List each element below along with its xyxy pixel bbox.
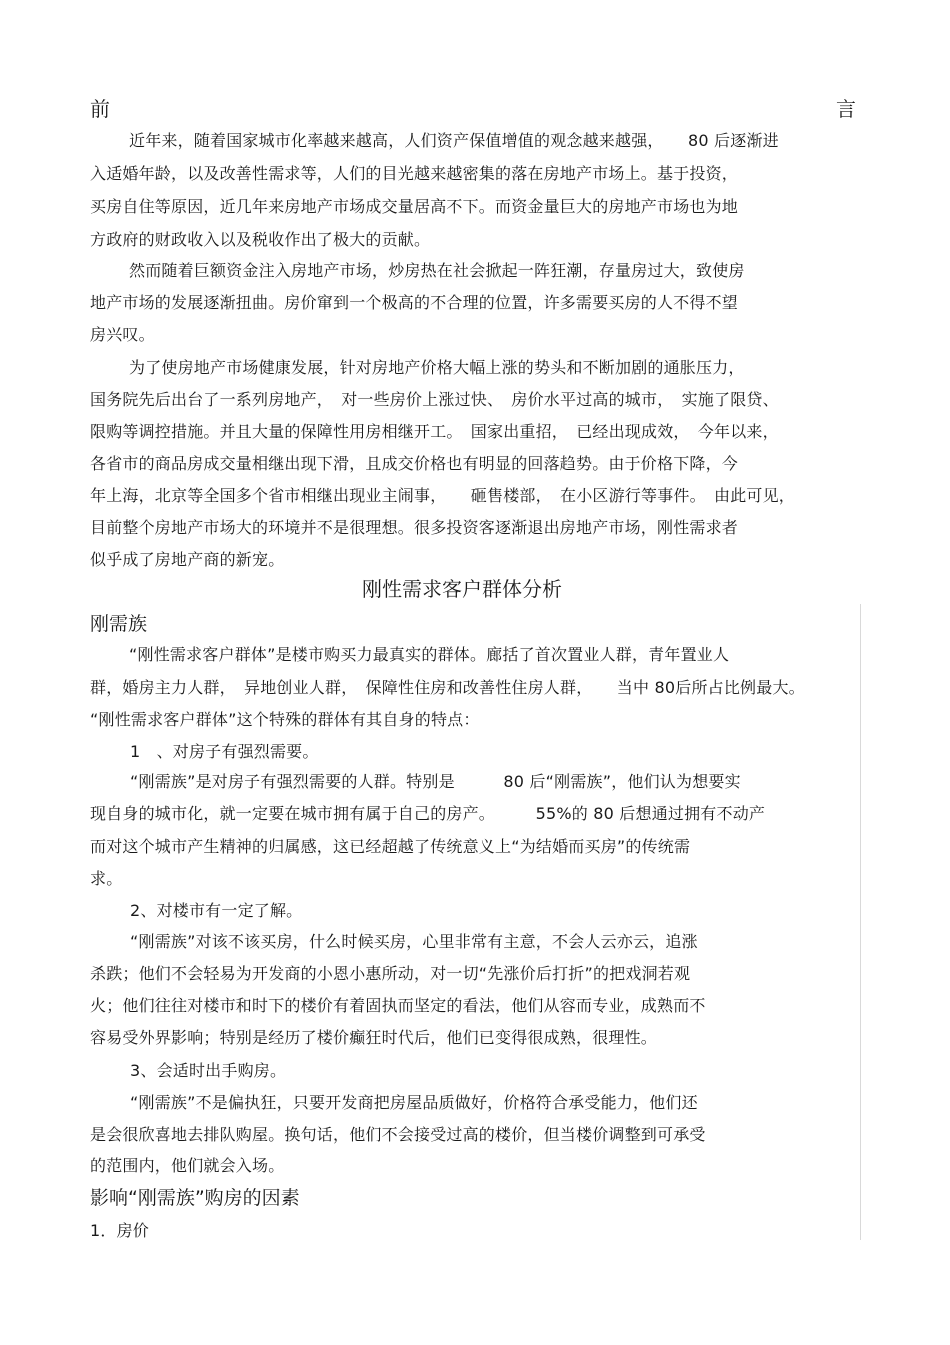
body-line: “刚性需求客户群体”是楼市购买力最真实的群体。廊括了首次置业人群，青年置业人 <box>129 645 730 664</box>
body-line: 1 、对房子有强烈需要。 <box>130 742 319 761</box>
preface-line: 年上海，北京等全国多个省市相继出现业主闹事， 砸售楼部， 在小区游行等事件。 由此可见， <box>90 486 796 505</box>
preface-line: 各省市的商品房成交量相继出现下滑，且成交价格也有明显的回落趋势。由于价格下降，今 <box>90 454 739 473</box>
body-line: 2、对楼市有一定了解。 <box>130 901 303 920</box>
preface-line: 房兴叹。 <box>90 325 155 344</box>
body-line: 容易受外界影响；特别是经历了楼价癫狂时代后，他们已变得很成熟，很理性。 <box>90 1028 658 1047</box>
preface-line: 限购等调控措施。并且大量的保障性用房相继开工。 国家出重招， 已经出现成效， 今年以来， <box>90 422 779 441</box>
preface-line: 近年来，随着国家城市化率越来越高，人们资产保值增值的观念越来越强， 80 后逐渐进 <box>129 131 779 150</box>
preface-line: 为了使房地产市场健康发展，针对房地产价格大幅上涨的势头和不断加剧的通胀压力， <box>129 358 745 377</box>
body-line: 的范围内，他们就会入场。 <box>90 1156 285 1175</box>
subheading-gangxuzu: 刚需族 <box>90 613 148 635</box>
preface-line: 目前整个房地产市场大的环境并不是很理想。很多投资客逐渐退出房地产市场，刚性需求者 <box>90 518 739 537</box>
body-line: “刚需族”是对房子有强烈需要的人群。特别是 80 后“刚需族”，他们认为想要实 <box>130 772 741 791</box>
subheading-factors: 影响“刚需族”购房的因素 <box>90 1187 300 1209</box>
preface-line: 地产市场的发展逐渐扭曲。房价窜到一个极高的不合理的位置，许多需要买房的人不得不望 <box>90 293 739 312</box>
list-item: 1．房价 <box>90 1221 149 1240</box>
preface-heading-right: 言 <box>836 97 856 121</box>
body-line: 群，婚房主力人群， 异地创业人群， 保障性住房和改善性住房人群， 当中 80后所占比例最大。 <box>90 678 805 697</box>
body-line: “刚需族”对该不该买房，什么时候买房，心里非常有主意，不会人云亦云，追涨 <box>130 932 698 951</box>
preface-line: 然而随着巨额资金注入房地产市场，炒房热在社会掀起一阵狂潮，存量房过大，致使房 <box>129 261 745 280</box>
section-title: 刚性需求客户群体分析 <box>362 577 562 601</box>
body-line: 火；他们往往对楼市和时下的楼价有着固执而坚定的看法，他们从容而专业，成熟而不 <box>90 996 706 1015</box>
body-line: 求。 <box>90 869 123 888</box>
preface-line: 国务院先后出台了一系列房地产， 对一些房价上涨过快、 房价水平过高的城市， 实施了限贷、 <box>90 390 779 409</box>
body-line: “刚需族”不是偏执狂，只要开发商把房屋品质做好，价格符合承受能力，他们还 <box>130 1093 698 1112</box>
margin-rule <box>860 604 861 1240</box>
preface-heading-left: 前 <box>90 97 110 121</box>
body-line: 是会很欣喜地去排队购屋。换句话，他们不会接受过高的楼价，但当楼价调整到可承受 <box>90 1125 706 1144</box>
preface-line: 入适婚年龄，以及改善性需求等，人们的目光越来越密集的落在房地产市场上。基于投资， <box>90 164 739 183</box>
body-line: 杀跌；他们不会轻易为开发商的小恩小惠所动，对一切“先涨价后打折”的把戏洞若观 <box>90 964 691 983</box>
body-line: 现自身的城市化，就一定要在城市拥有属于自己的房产。 55%的 80 后想通过拥有不动产 <box>90 804 766 823</box>
preface-line: 方政府的财政收入以及税收作出了极大的贡献。 <box>90 230 431 249</box>
body-line: “刚性需求客户群体”这个特殊的群体有其自身的特点： <box>90 710 480 729</box>
body-line: 而对这个城市产生精神的归属感，这已经超越了传统意义上“为结婚而买房”的传统需 <box>90 837 691 856</box>
preface-line: 买房自住等原因，近几年来房地产市场成交量居高不下。而资金量巨大的房地产市场也为地 <box>90 197 739 216</box>
preface-line: 似乎成了房地产商的新宠。 <box>90 550 285 569</box>
body-line: 3、会适时出手购房。 <box>130 1061 287 1080</box>
